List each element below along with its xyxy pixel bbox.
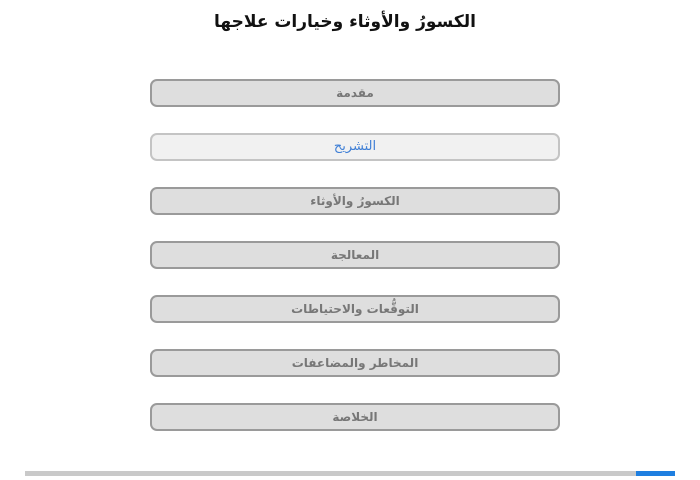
chapter-menu (150, 79, 560, 457)
menu-button-treatment[interactable]: المعالجة (150, 241, 560, 269)
page-title: الكسورُ والأوثاء وخيارات علاجها (214, 12, 476, 32)
menu-button-expectations-precautions[interactable]: التوقُّعات والاحتياطات (150, 295, 560, 323)
progress-bar-fill (636, 471, 675, 476)
menu-button-risks-complications[interactable]: المخاطر والمضاعفات (150, 349, 560, 377)
menu-button-anatomy[interactable]: التشريح (150, 133, 560, 161)
menu-button-introduction[interactable]: مقدمة (150, 79, 560, 107)
menu-button-summary[interactable]: الخلاصة (150, 403, 560, 431)
progress-bar (25, 471, 675, 476)
menu-button-fractures-sprains[interactable]: الكسورُ والأوثاء (150, 187, 560, 215)
